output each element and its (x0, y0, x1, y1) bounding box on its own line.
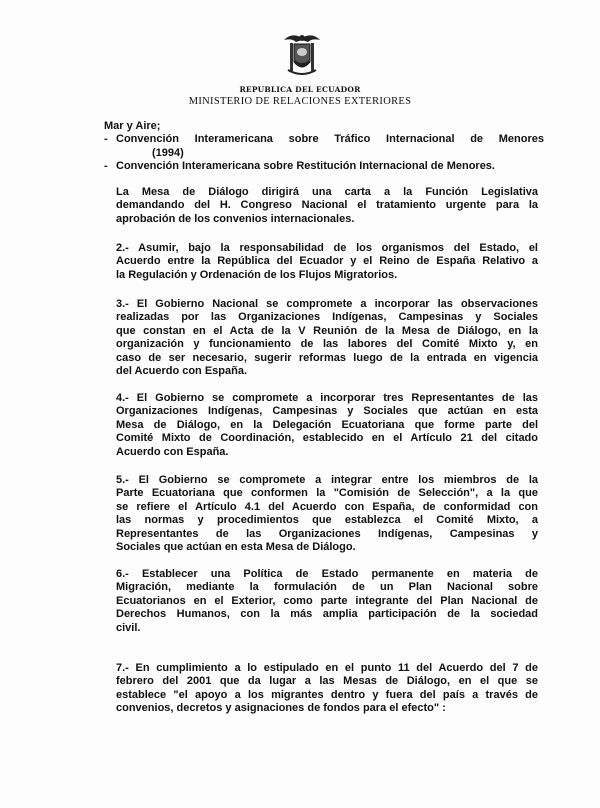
text-line: Mesa de Diálogo, en la Delegación Ecuatoriana que forme parte del (116, 418, 538, 431)
text-line: 7.- En cumplimiento a lo estipulado en el punto 11 del Acuerdo del 7 de (116, 662, 538, 674)
text-line: que constan en el Acta de la V Reunión de la Mesa de Diálogo, en la (116, 324, 538, 337)
text-line: 6.- Establecer una Política de Estado permanente en materia de (116, 568, 538, 580)
text-line: aprobación de los convenios internacionales. (116, 212, 355, 225)
text-line: Sociales que actúan en esta Mesa de Diálogo. (116, 541, 356, 554)
text-line: Derechos Humanos, con la más amplia participación de la sociedad (116, 608, 538, 621)
paragraph-item-3 (116, 298, 538, 378)
text-line: demandando del H. Congreso Nacional el tratamiento urgente para la (116, 199, 538, 212)
country-heading: REPUBLICA DEL ECUADOR (239, 85, 361, 94)
text-line: 2.- Asumir, bajo la responsabilidad de los organismos del Estado, el (116, 242, 538, 254)
ministry-heading: MINISTERIO DE RELACIONES EXTERIORES (188, 96, 412, 107)
text-line: realizadas por las Organizaciones Indígenas, Campesinas y Sociales (116, 311, 538, 324)
text-line: civil. (116, 621, 141, 634)
text-line: La Mesa de Diálogo dirigirá una carta a la Función Legislativa (116, 186, 538, 198)
text-line: Parte Ecuatoriana que conformen la "Comisión de Selección", a la que (116, 487, 538, 500)
text-line: 4.- El Gobierno se compromete a incorporar tres Representantes de las (116, 392, 538, 404)
convention-text: Convención Interamericana sobre Tráfico Internacional de Menores (116, 133, 544, 146)
convention-year: (1994) (152, 146, 184, 159)
convention-text: Convención Interamericana sobre Restitución Internacional de Menores. (116, 160, 495, 173)
text-line: Acuerdo entre la República del Ecuador y el Reino de España Relativo a (116, 255, 538, 268)
text-line: caso de ser necesario, sugerir reformas luego de la entrada en vigencia (116, 351, 538, 364)
coat-of-arms-icon (282, 30, 322, 78)
text-line: Comité Mixto de Coordinación, establecido en el Artículo 21 del citado (116, 432, 538, 445)
bullet-dash: - (104, 160, 108, 173)
bullet-dash: - (104, 133, 108, 146)
paragraph-item-5 (116, 474, 538, 554)
text-line: se refiere el Artículo 4.1 del Acuerdo con España, de conformidad con (116, 500, 538, 513)
text-line: Ecuatorianos en el Exterior, como parte integrante del Plan Nacional de (116, 594, 538, 607)
text-line: Organizaciones Indígenas, Campesinas y Sociales que actúan en esta (116, 405, 538, 418)
paragraph-item-6 (116, 568, 538, 635)
text-line: la Regulación y Ordenación de los Flujos Migratorios. (116, 268, 398, 281)
intro-lead: Mar y Aire; (104, 120, 161, 132)
paragraph-legislative-letter (116, 186, 538, 226)
text-line: 5.- El Gobierno se compromete a integrar entre los miembros de la (116, 474, 538, 486)
paragraph-item-2 (116, 242, 538, 282)
text-line: Representantes de las Organizaciones Indígenas, Campesinas y (116, 527, 538, 540)
convention-item (104, 133, 544, 160)
text-line: convenios, decretos y asignaciones de fondos para el efecto" : (116, 702, 446, 715)
text-line: organización y funcionamiento de las labores del Comité Mixto y, en (116, 338, 538, 351)
text-line: Migración, mediante la formulación de un Plan Nacional sobre (116, 581, 538, 594)
paragraph-item-4 (116, 392, 538, 459)
text-line: establece "el apoyo a los migrantes dentro y fuera del país a través de (116, 688, 538, 701)
text-line: 3.- El Gobierno Nacional se compromete a incorporar las observaciones (116, 298, 538, 310)
text-line: del Acuerdo con España. (116, 365, 248, 378)
intro-section (104, 120, 544, 174)
text-line: febrero del 2001 que da lugar a las Mesas de Diálogo, en el que se (116, 675, 538, 688)
paragraph-item-7 (116, 662, 538, 716)
text-line: las normas y procedimientos que establezca el Comité Mixto, a (116, 514, 538, 527)
convention-item (104, 160, 544, 173)
text-line: Acuerdo con España. (116, 445, 229, 458)
